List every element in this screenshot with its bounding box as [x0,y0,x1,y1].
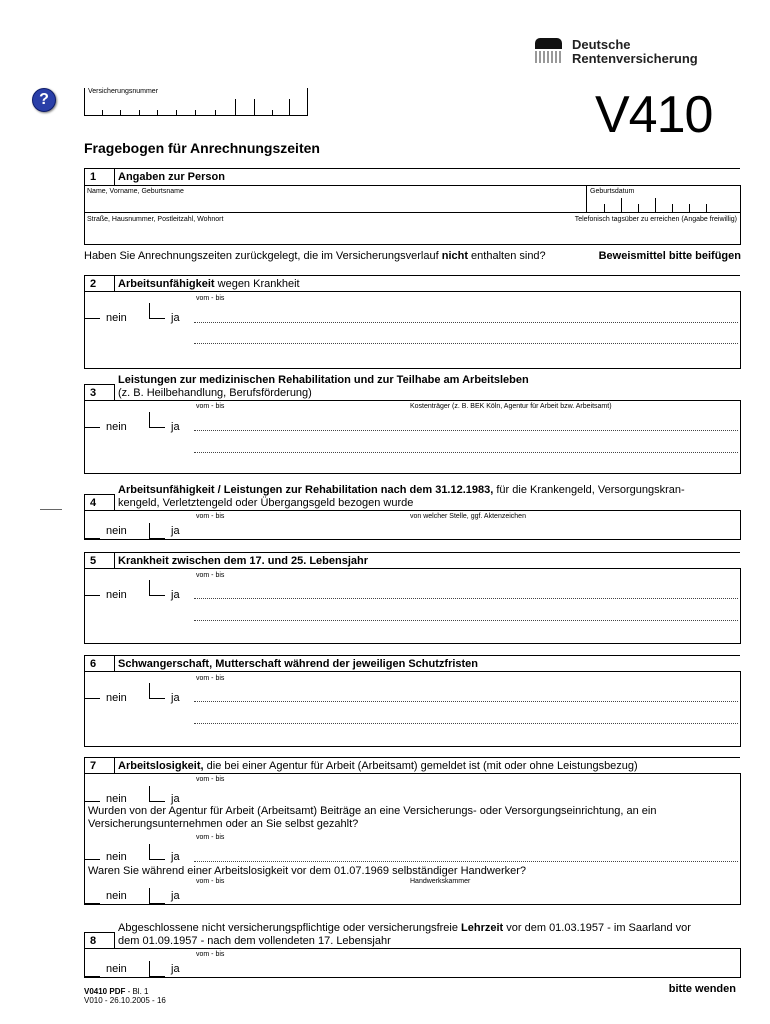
no-label: nein [106,525,127,537]
section-4-title-1: Arbeitsunfähigkeit / Leistungen zur Rehabilitation nach dem 31.12.1983, für die Krankengeld, Versorgungskran- [118,484,685,496]
section-8-title-2: dem 01.09.1957 - nach dem vollendeten 17. Lebensjahr [118,935,391,947]
section-4-title-2: kengeld, Verletztengeld oder Übergangsgeld bezogen wurde [118,497,414,509]
no-label: nein [106,692,127,704]
yes-checkbox[interactable] [149,580,165,596]
yes-checkbox[interactable] [149,523,165,539]
address-field[interactable] [86,224,737,242]
no-checkbox[interactable] [84,683,100,699]
footer-version: V010 - 26.10.2005 - 16 [84,996,166,1005]
section-3-number: 3 [90,387,97,399]
no-checkbox[interactable] [84,888,100,904]
from-to-label: vom - bis [196,878,225,885]
section-2-title: Arbeitsunfähigkeit wegen Krankheit [118,278,300,290]
section-3-title-1: Leistungen zur medizinischen Rehabilitation und zur Teilhabe am Arbeitsleben [118,374,529,386]
section-4-marker [40,509,62,510]
yes-checkbox[interactable] [149,786,165,802]
yes-checkbox[interactable] [149,888,165,904]
section-6-number: 6 [90,658,97,670]
from-to-label: vom - bis [196,295,225,302]
from-to-label: vom - bis [196,834,225,841]
period-field[interactable] [194,861,738,862]
contributions-question-1: Wurden von der Agentur für Arbeit (Arbeitsamt) Beiträge an eine Versicherungs- oder Versorgungseinrichtung, an ein [88,805,657,817]
yes-checkbox[interactable] [149,683,165,699]
proof-note: Beweismittel bitte beifügen [598,250,741,262]
footer-code: V0410 PDF - Bl. 1 [84,987,149,996]
help-icon[interactable]: ? [32,88,56,112]
yes-label: ja [171,589,180,601]
phone-label: Telefonisch tagsüber zu erreichen (Angabe freiwillig) [574,216,737,223]
craftsman-question: Waren Sie während einer Arbeitslosigkeit vor dem 01.07.1969 selbständiger Handwerker? [88,865,527,877]
no-checkbox[interactable] [84,412,100,428]
from-to-label: vom - bis [196,403,225,410]
main-question: Haben Sie Anrechnungszeiten zurückgelegt, die im Versicherungsverlauf nicht enthalten sind? [84,250,546,262]
no-checkbox[interactable] [84,523,100,539]
yes-label: ja [171,890,180,902]
from-to-label: vom - bis [196,513,225,520]
contributions-question-2: Versicherungsunternehmen oder an Sie selbst gezahlt? [88,818,359,830]
section-2-number: 2 [90,278,97,290]
chamber-label: Handwerkskammer [410,878,471,885]
no-checkbox[interactable] [84,786,100,802]
name-field[interactable] [86,196,586,212]
logo-mark-grid [535,51,562,63]
yes-checkbox[interactable] [149,961,165,977]
yes-label: ja [171,692,180,704]
address-label: Straße, Hausnummer, Postleitzahl, Wohnort [87,216,224,223]
from-to-label: vom - bis [196,572,225,579]
no-checkbox[interactable] [84,580,100,596]
section-4 [84,482,740,540]
no-label: nein [106,421,127,433]
from-to-label: vom - bis [196,776,225,783]
section-5-title: Krankheit zwischen dem 17. und 25. Lebensjahr [118,555,369,567]
logo-text-1: Deutsche [572,37,631,52]
birthdate-field[interactable] [587,196,739,212]
yes-label: ja [171,421,180,433]
no-label: nein [106,851,127,863]
period-field[interactable] [194,723,738,724]
no-label: nein [106,963,127,975]
period-field[interactable] [194,598,738,599]
yes-checkbox[interactable] [149,303,165,319]
section-1-title: Angaben zur Person [118,171,225,183]
birthdate-label: Geburtsdatum [590,188,635,195]
section-1 [84,168,740,244]
from-to-label: vom - bis [196,951,225,958]
section-8-number: 8 [90,935,97,947]
source-label: von welcher Stelle, ggf. Aktenzeichen [410,513,526,520]
period-field[interactable] [194,620,738,621]
section-7-title: Arbeitslosigkeit, die bei einer Agentur für Arbeit (Arbeitsamt) gemeldet ist (mit oder ohne Leistungsbezug) [118,760,638,772]
section-6 [84,655,740,747]
yes-label: ja [171,525,180,537]
no-checkbox[interactable] [84,303,100,319]
logo-text-2: Rentenversicherung [572,51,698,66]
insurance-number-field[interactable] [84,88,308,116]
logo [535,38,725,68]
period-field[interactable] [194,452,738,453]
no-label: nein [106,312,127,324]
insurance-number-label: Versicherungsnummer [88,88,159,95]
from-to-label: vom - bis [196,675,225,682]
section-1-number: 1 [90,171,97,183]
section-3 [84,372,740,474]
period-field[interactable] [194,343,738,344]
payer-label: Kostenträger (z. B. BEK Köln, Agentur für Arbeit bzw. Arbeitsamt) [410,403,612,410]
period-field[interactable] [194,430,738,431]
no-checkbox[interactable] [84,844,100,860]
logo-mark [535,38,562,49]
yes-checkbox[interactable] [149,844,165,860]
turn-page-note: bitte wenden [668,983,736,995]
no-label: nein [106,589,127,601]
yes-checkbox[interactable] [149,412,165,428]
section-6-title: Schwangerschaft, Mutterschaft während der jeweiligen Schutzfristen [118,658,479,670]
form-code: V410 [595,86,713,144]
no-label: nein [106,793,127,805]
no-label: nein [106,890,127,902]
section-5 [84,552,740,644]
page-title: Fragebogen für Anrechnungszeiten [84,140,320,156]
section-2 [84,275,740,369]
section-7-number: 7 [90,760,97,772]
yes-label: ja [171,312,180,324]
yes-label: ja [171,851,180,863]
section-3-title-2: (z. B. Heilbehandlung, Berufsförderung) [118,387,312,399]
yes-label: ja [171,793,180,805]
period-field[interactable] [194,322,738,323]
yes-label: ja [171,963,180,975]
period-field[interactable] [194,701,738,702]
section-7 [84,757,740,905]
no-checkbox[interactable] [84,961,100,977]
section-8 [84,920,740,978]
name-label: Name, Vorname, Geburtsname [87,188,184,195]
section-5-number: 5 [90,555,97,567]
section-4-number: 4 [90,497,97,509]
section-8-title-1: Abgeschlossene nicht versicherungspflichtige oder versicherungsfreie Lehrzeit vor dem 01.03.1957 - im Saarland vor [118,922,691,934]
